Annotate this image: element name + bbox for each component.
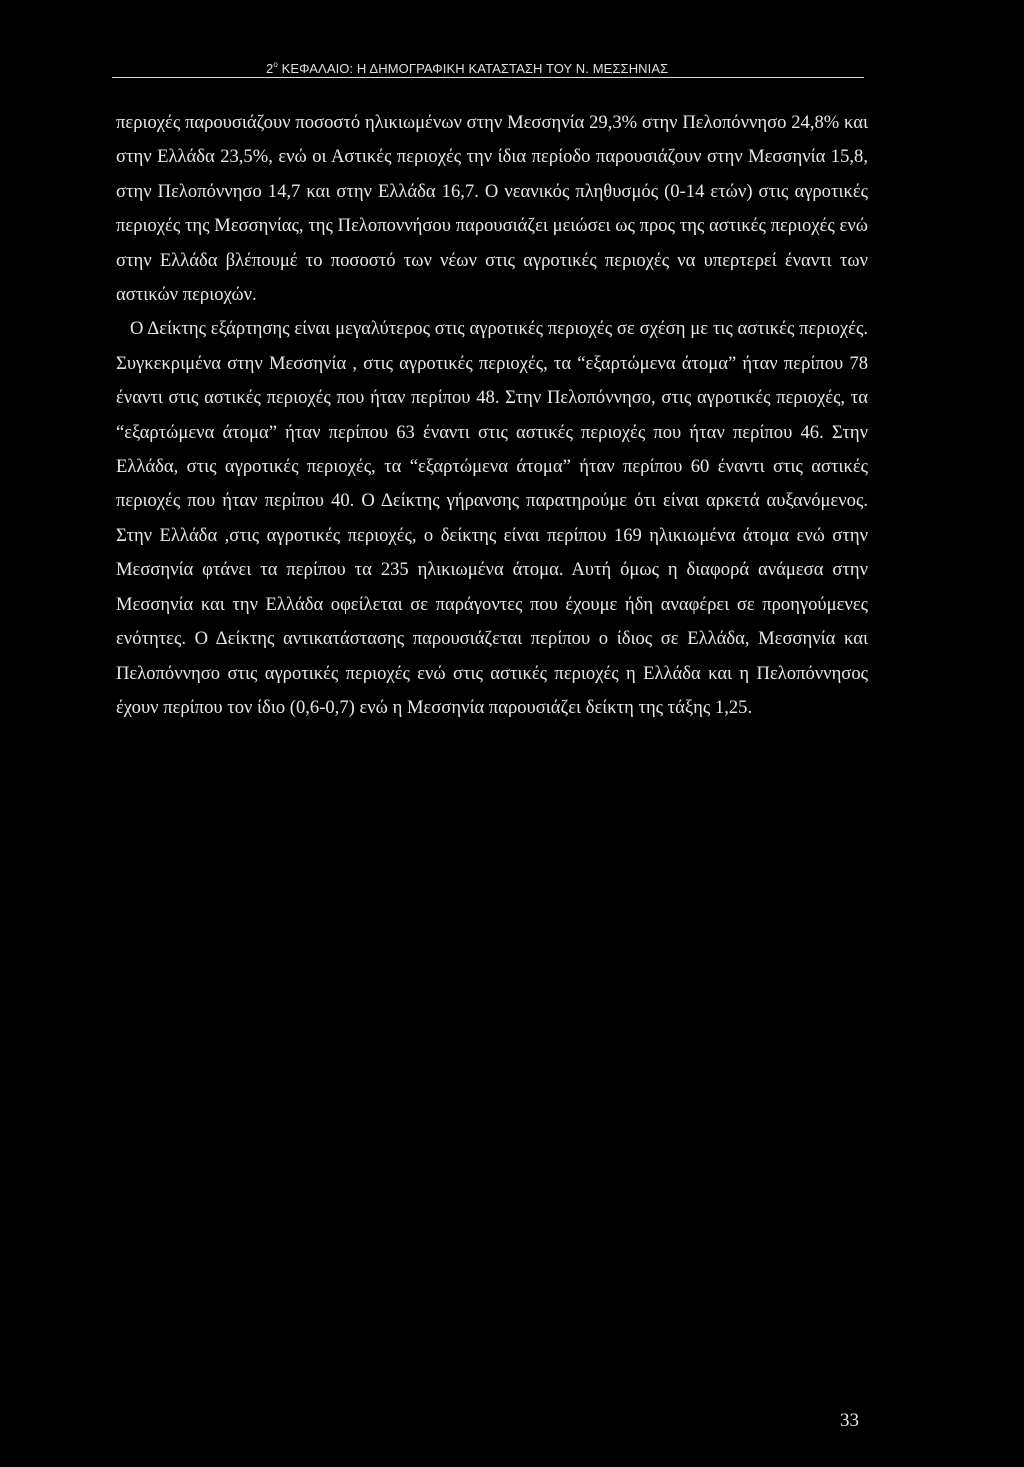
paragraph-2: Ο Δείκτης εξάρτησης είναι μεγαλύτερος στις αγροτικές περιοχές σε σχέση με τις αστικές περιοχές. Συγκεκριμένα στην Μεσσηνία , στις αγροτικές περιοχές, τα “εξαρτώμενα άτομα” ήταν περίπου 78 έναντι στις αστικές περιοχές που ήταν περίπου 48. Στην Πελοπόννησο, στις αγροτικές περιοχές, τα “εξαρτώμενα άτομα” ήταν περίπου 63 έναντι στις αστικές περιοχές που ήταν περίπου 46. Στην Ελλάδα, στις αγροτικές περιοχές, τα “εξαρτώμενα άτομα” ήταν περίπου 60 έναντι στις αστικές περιοχές που ήταν περίπου 40. Ο Δείκτης γήρανσης παρατηρούμε ότι είναι αρκετά αυξανόμενος. Στην Ελλάδα ,στις αγροτικές περιοχές, ο δείκτης είναι περίπου 169 ηλικιωμένα άτομα ενώ στην Μεσσηνία φτάνει τα περίπου τα 235 ηλικιωμένα άτομα. Αυτή όμως η διαφορά ανάμεσα στην Μεσσηνία και την Ελλάδα οφείλεται σε παράγοντες που έχουμε ήδη αναφέρει σε προηγούμενες ενότητες. Ο Δείκτης αντικατάστασης παρουσιάζεται περίπου ο ίδιος σε Ελλάδα, Μεσσηνία και Πελοπόννησο στις αγροτικές περιοχές ενώ στις αστικές περιοχές η Ελλάδα και η Πελοπόννησος έχουν περίπου τον ίδιο (0,6-0,7) ενώ η Μεσσηνία παρουσιάζει δείκτη της τάξης 1,25. [116,318,868,718]
chapter-title: ΚΕΦΑΛΑΙΟ: Η ΔΗΜΟΓΡΑΦΙΚΗ ΚΑΤΑΣΤΑΣΗ ΤΟΥ Ν. ΜΕΣΣΗΝΙΑΣ [281,61,669,76]
paragraph-1: περιοχές παρουσιάζουν ποσοστό ηλικιωμένων στην Μεσσηνία 29,3% στην Πελοπόννησο 24,8% και στην Ελλάδα 23,5%, ενώ οι Αστικές περιοχές την ίδια περίοδο παρουσιάζουν στην Μεσσηνία 15,8, στην Πελοπόννησο 14,7 και στην Ελλάδα 16,7. Ο νεανικός πληθυσμός (0-14 ετών) στις αγροτικές περιοχές της Μεσσηνίας, της Πελοποννήσου παρουσιάζει μειώσει ως προς της αστικές περιοχές ενώ στην Ελλάδα βλέπουμέ το ποσοστό των νέων στις αγροτικές περιοχές να υπερτερεί έναντι των αστικών περιοχών. [116,112,868,306]
header-rule [112,77,864,78]
running-header [266,60,668,76]
page-number: 33 [840,1410,859,1431]
chapter-number: 2 [266,61,274,76]
chapter-superscript: ο [273,60,278,69]
body-text [116,106,868,725]
